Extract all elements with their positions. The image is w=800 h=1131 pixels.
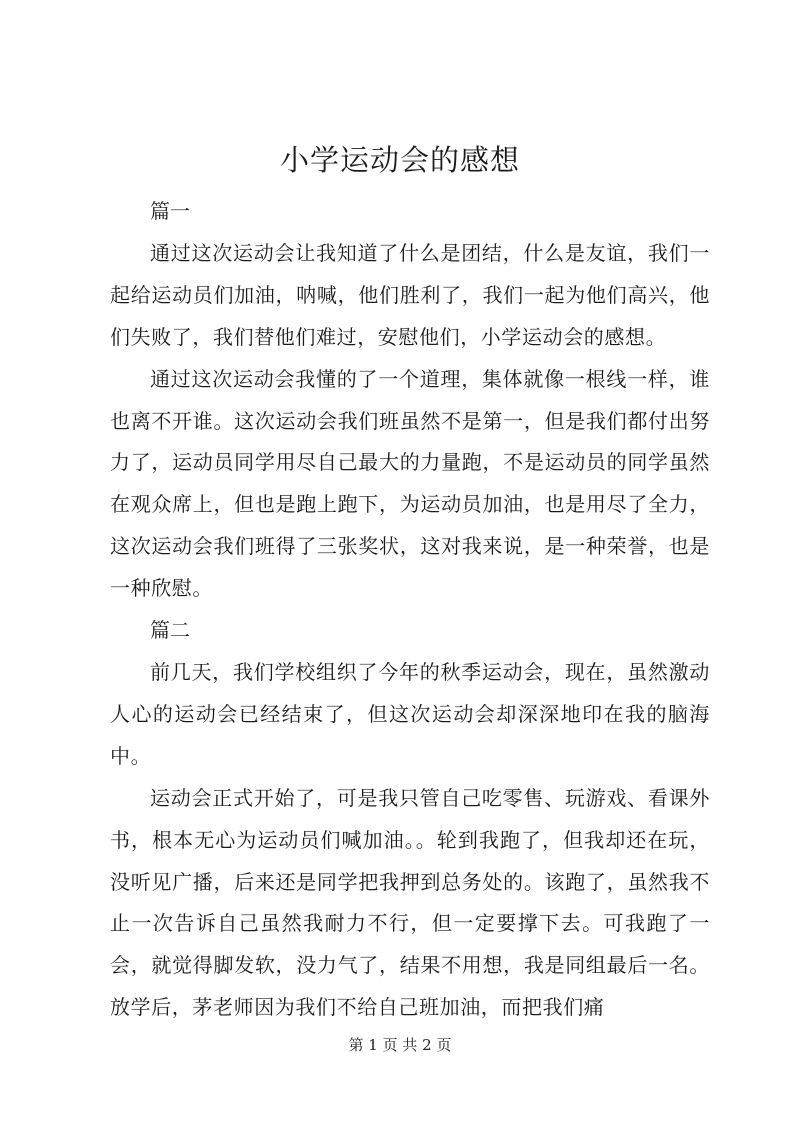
section-1 (110, 191, 710, 610)
paragraph: 通过这次运动会我懂的了一个道理，集体就像一根线一样，谁也离不开谁。这次运动会我们班虽然不是第一，但是我们都付出努力了，运动员同学用尽自己最大的力量跑，不是运动员的同学虽然在观众席上，但也是跑上跑下，为运动员加油，也是用尽了全力，这次运动会我们班得了三张奖状，这对我来说，是一种荣誉，也是一种欣慰。 (110, 366, 710, 601)
document-body (110, 191, 710, 1029)
section-heading: 篇一 (150, 199, 190, 223)
page-footer: 第 1 页 共 2 页 (348, 1036, 452, 1054)
paragraph: 前几天，我们学校组织了今年的秋季运动会，现在，虽然激动人心的运动会已经结束了，但这次运动会却深深地印在我的脑海中。 (110, 659, 710, 768)
section-heading: 篇二 (150, 618, 190, 643)
paragraph: 通过这次运动会让我知道了什么是团结，什么是友谊，我们一起给运动员们加油，呐喊，他们胜利了，我们一起为他们高兴，他们失败了，我们替他们难过，安慰他们，小学运动会的感想。 (110, 240, 710, 349)
paragraph: 运动会正式开始了，可是我只管自己吃零售、玩游戏、看课外书，根本无心为运动员们喊加油。。轮到我跑了，但我却还在玩，没听见广播，后来还是同学把我押到总务处的。该跑了，虽然我不止一次告诉自己虽然我耐力不行，但一定要撑下去。可我跑了一会，就觉得脚发软，没力气了，结果不用想，我是同组最后一名。放学后，茅老师因为我们不给自己班加油，而把我们痛 (110, 785, 710, 1020)
document-title: 小学运动会的感想 (279, 143, 520, 177)
section-2 (110, 610, 710, 1029)
